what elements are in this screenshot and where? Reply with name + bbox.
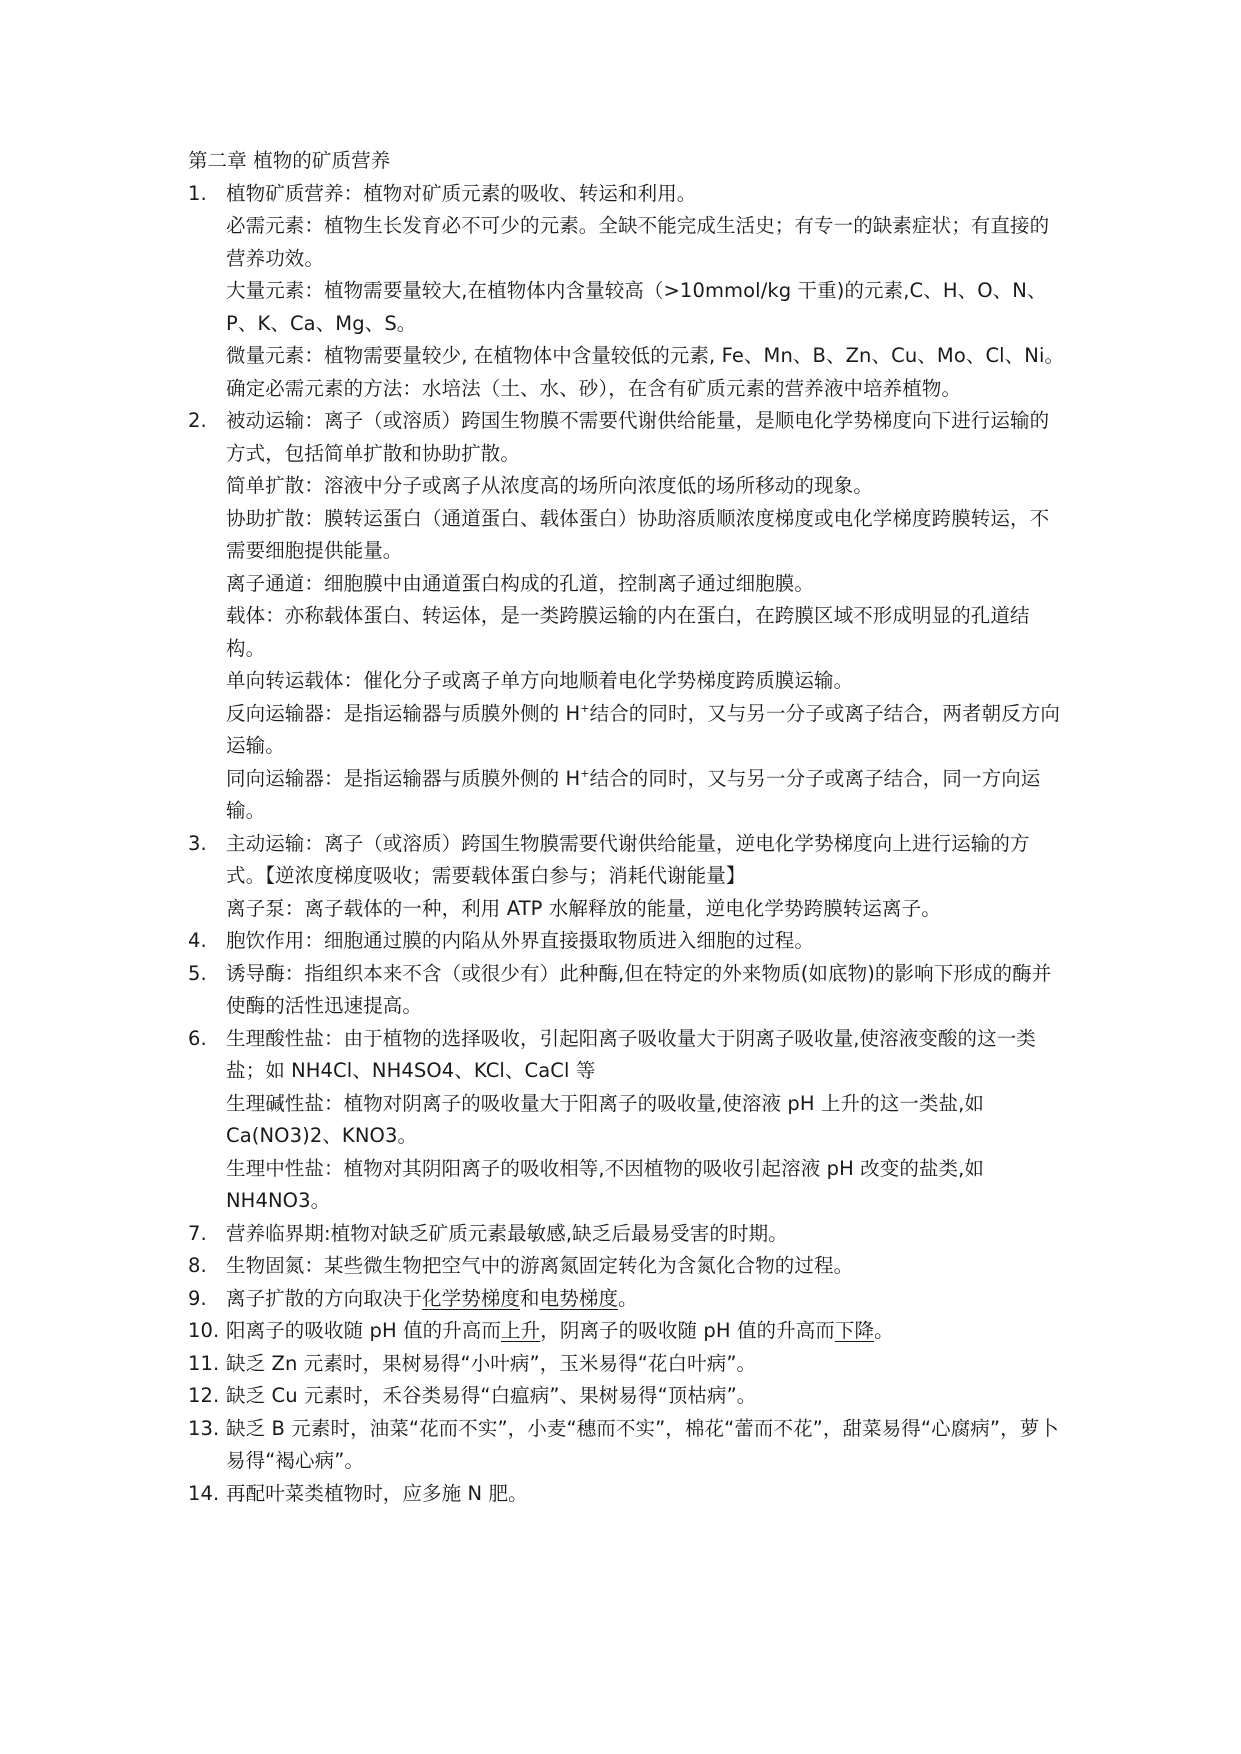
item-paragraph: 诱导酶：指组织本来不含（或很少有）此种酶,但在特定的外来物质(如底物)的影响下形成的酶并使酶的活性迅速提高。	[226, 961, 1052, 1017]
item-number: 5.	[188, 961, 207, 985]
item-paragraph: 单向转运载体：催化分子或离子单方向地顺着电化学势梯度跨质膜运输。	[226, 669, 854, 692]
item-paragraph: 再配叶菜类植物时，应多施 N 肥。	[226, 1481, 528, 1505]
item-paragraph: 生理碱性盐：植物对阴离子的吸收量大于阳离子的吸收量,使溶液 pH 上升的这一类盐,如 Ca(NO3)2、KNO3。	[226, 1091, 985, 1147]
item-paragraph: 主动运输：离子（或溶质）跨国生物膜需要代谢供给能量，逆电化学势梯度向上进行运输的方式。【逆浓度梯度吸收；需要载体蛋白参与；消耗代谢能量】	[226, 831, 1030, 887]
antiporter-text-end: 结合的同时，又与另一分子或离子结合，两者朝反方向运输。	[226, 701, 1060, 757]
symporter-text-end: 结合的同时，又与另一分子或离子结合，同一方向运输。	[226, 766, 1041, 822]
item-paragraph: 简单扩散：溶液中分子或离子从浓度高的场所向浓度低的场所移动的现象。	[226, 474, 873, 497]
item-paragraph: 营养临界期:植物对缺乏矿质元素最敏感,缺乏后最易受害的时期。	[226, 1221, 788, 1245]
superscript-plus: +	[580, 701, 590, 715]
item-paragraph: 确定必需元素的方法：水培法（土、水、砂），在含有矿质元素的营养液中培养植物。	[226, 376, 962, 400]
item-number: 8.	[188, 1254, 207, 1277]
underlined-term: 上升	[501, 1319, 541, 1342]
text-segment: ，阴离子的吸收随 pH 值的升高而	[540, 1319, 835, 1342]
list-item	[188, 1250, 1068, 1283]
list-item	[188, 1478, 1068, 1511]
item-paragraph: 离子通道：细胞膜中由通道蛋白构成的孔道，控制离子通过细胞膜。	[226, 571, 815, 595]
list-item	[188, 1413, 1068, 1478]
item-number: 11.	[188, 1351, 220, 1375]
item-paragraph: 被动运输：离子（或溶质）跨国生物膜不需要代谢供给能量，是顺电化学势梯度向下进行运输的方式，包括简单扩散和协助扩散。	[226, 409, 1050, 465]
symporter-paragraph	[226, 763, 1068, 828]
text-segment: 阳离子的吸收随 pH 值的升高而	[226, 1319, 502, 1342]
item-paragraph: 载体：亦称载体蛋白、转运体，是一类跨膜运输的内在蛋白，在跨膜区域不形成明显的孔道结构。	[226, 604, 1030, 660]
underlined-term: 电势梯度	[539, 1286, 619, 1310]
item-paragraph: 生物固氮：某些微生物把空气中的游离氮固定转化为含氮化合物的过程。	[226, 1254, 854, 1277]
list-item	[188, 958, 1068, 1023]
item-paragraph: 微量元素：植物需要量较少, 在植物体中含量较低的元素, Fe、Mn、B、Zn、Cu、Mo、Cl、Ni。	[226, 344, 1065, 367]
antiporter-paragraph	[226, 698, 1068, 763]
list-item	[188, 178, 1068, 406]
list-item	[188, 925, 1068, 958]
list-item	[188, 1283, 1068, 1316]
list-item	[188, 1315, 1068, 1348]
item-paragraph: 离子泵：离子载体的一种，利用 ATP 水解释放的能量，逆电化学势跨膜转运离子。	[226, 896, 941, 920]
item-paragraph: 大量元素：植物需要量较大,在植物体内含量较高（>10mmol/kg 干重)的元素,C、H、O、N、P、K、Ca、Mg、S。	[226, 279, 1047, 335]
chapter-title: 第二章 植物的矿质营养	[188, 149, 391, 172]
item-number: 6.	[188, 1026, 207, 1050]
item-paragraph: 缺乏 Zn 元素时，果树易得“小叶病”，玉米易得“花白叶病”。	[226, 1351, 757, 1375]
superscript-plus: +	[580, 766, 590, 780]
item-paragraph: 生理中性盐：植物对其阴阳离子的吸收相等,不因植物的吸收引起溶液 pH 改变的盐类,如 NH4NO3。	[226, 1156, 985, 1212]
list-item	[188, 1218, 1068, 1251]
item-number: 13.	[188, 1416, 220, 1440]
item-paragraph	[226, 1283, 1068, 1316]
item-paragraph: 植物矿质营养：植物对矿质元素的吸收、转运和利用。	[226, 181, 697, 205]
item-paragraph	[226, 1315, 1068, 1348]
item-number: 1.	[188, 181, 207, 205]
document-body	[188, 145, 1068, 1510]
list-item	[188, 828, 1068, 926]
list-item	[188, 1348, 1068, 1381]
item-paragraph: 缺乏 Cu 元素时，禾谷类易得“白瘟病”、果树易得“顶枯病”。	[226, 1384, 757, 1407]
symporter-text-start: 同向运输器：是指运输器与质膜外侧的 H	[226, 766, 581, 790]
item-number: 4.	[188, 929, 207, 952]
item-number: 9.	[188, 1286, 207, 1310]
list-item	[188, 1380, 1068, 1413]
item-paragraph: 缺乏 B 元素时，油菜“花而不实”，小麦“穗而不实”，棉花“蕾而不花”，甜菜易得“心腐病”，萝卜易得“褐心病”。	[226, 1416, 1059, 1472]
item-paragraph: 胞饮作用：细胞通过膜的内陷从外界直接摄取物质进入细胞的过程。	[226, 929, 815, 952]
item-number: 3.	[188, 831, 207, 855]
item-number: 14.	[188, 1481, 220, 1505]
text-segment: 和	[520, 1286, 540, 1310]
item-paragraph: 生理酸性盐：由于植物的选择吸收，引起阳离子吸收量大于阴离子吸收量,使溶液变酸的这一类盐；如 NH4Cl、NH4SO4、KCl、CaCl 等	[226, 1026, 1036, 1082]
text-segment: 。	[874, 1319, 894, 1342]
item-number: 2.	[188, 409, 207, 432]
item-number: 12.	[188, 1384, 220, 1407]
list-item	[188, 1023, 1068, 1218]
item-paragraph: 协助扩散：膜转运蛋白（通道蛋白、载体蛋白）协助溶质顺浓度梯度或电化学梯度跨膜转运，不需要细胞提供能量。	[226, 506, 1050, 562]
text-segment: 。	[618, 1286, 638, 1310]
list-item	[188, 405, 1068, 828]
antiporter-text-start: 反向运输器：是指运输器与质膜外侧的 H	[226, 701, 581, 725]
underlined-term: 化学势梯度	[422, 1286, 521, 1310]
item-number: 7.	[188, 1221, 207, 1245]
underlined-term: 下降	[834, 1319, 875, 1342]
text-segment: 离子扩散的方向取决于	[226, 1286, 423, 1310]
item-number: 10.	[188, 1319, 220, 1342]
item-paragraph: 必需元素：植物生长发育必不可少的元素。全缺不能完成生活史；有专一的缺素症状；有直接的营养功效。	[226, 214, 1050, 270]
